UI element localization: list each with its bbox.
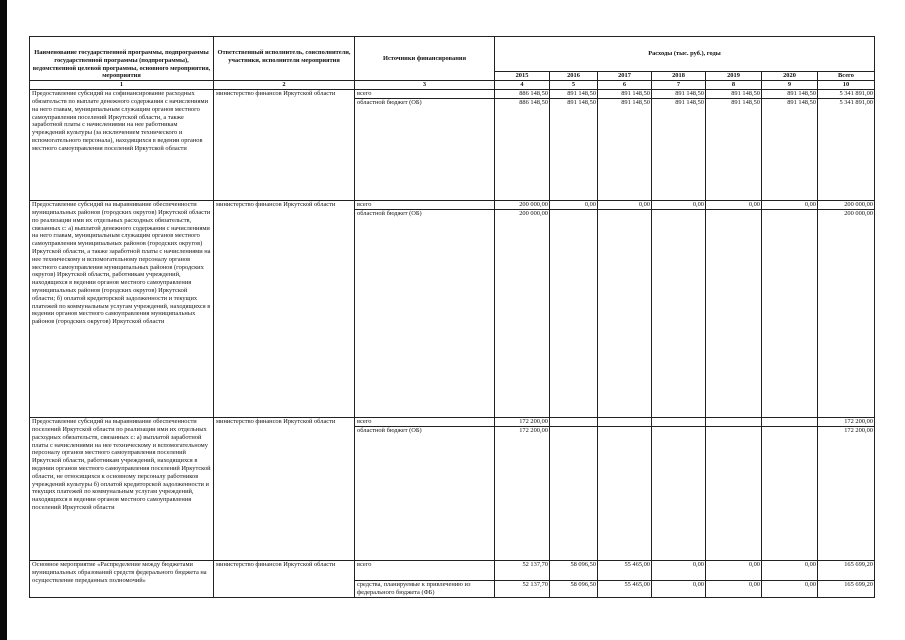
value-cell: 891 148,50: [762, 90, 818, 99]
value-cell: 200 000,00: [818, 210, 875, 418]
value-cell: [762, 210, 818, 418]
value-cell: 172 200,00: [495, 427, 550, 561]
year-2018: 2018: [652, 71, 706, 81]
source-cell: всего: [355, 90, 495, 99]
value-cell: [762, 427, 818, 561]
value-cell: 891 148,50: [550, 90, 598, 99]
value-cell: [762, 418, 818, 427]
source-cell: областной бюджет (ОБ): [355, 427, 495, 561]
value-cell: 5 341 891,00: [818, 90, 875, 99]
section-description: Основное мероприятие «Распределение между бюджетами муниципальных образований средств федерального бюджета на осуществление переданных полномочий»: [30, 561, 214, 598]
value-cell: [706, 210, 762, 418]
value-cell: 55 465,00: [598, 581, 652, 598]
value-cell: 0,00: [762, 561, 818, 581]
header-executor: Ответственный исполнитель, соисполнители, участники, исполнители мероприятия: [214, 37, 355, 81]
value-cell: [598, 418, 652, 427]
value-cell: [550, 210, 598, 418]
value-cell: 891 148,50: [762, 99, 818, 201]
source-cell: всего: [355, 418, 495, 427]
value-cell: 891 148,50: [598, 99, 652, 201]
value-cell: 172 200,00: [495, 418, 550, 427]
value-cell: 200 000,00: [818, 201, 875, 210]
col-number: 5: [550, 81, 598, 90]
value-cell: 0,00: [706, 561, 762, 581]
value-cell: 0,00: [598, 201, 652, 210]
header-source: Источники финансирования: [355, 37, 495, 81]
section-description: Предоставление субсидий на выравнивание обеспеченности муниципальных районов (городских округов) Иркутской области по реализации ими их отдельных расходных обязательств, связанных с: а) выплатой денежного содержания с начислениями на него главам, муниципальным служащим органов местного самоуправления муниципальных районов (городских округов) Иркутской области, а также заработной платы с начислениями на нее техническому и вспомогательному персоналу органов местного самоуправления муниципальных районов (городских округов) Иркутской области, работникам учреждений, находящихся в ведении органов местного самоуправления муниципальных районов (городских округов) Иркутской области; б) оплатой кредиторской задолженности и текущих платежей по коммунальным услугам учреждений, находящихся в ведении органов местного самоуправления муниципальных районов (городских округов) Иркутской области: [30, 201, 214, 418]
value-cell: 0,00: [762, 201, 818, 210]
value-cell: 0,00: [550, 201, 598, 210]
value-cell: [706, 418, 762, 427]
col-number: 1: [30, 81, 214, 90]
value-cell: [706, 427, 762, 561]
section-executor: министерство финансов Иркутской области: [214, 201, 355, 418]
value-cell: [652, 427, 706, 561]
col-number: 8: [706, 81, 762, 90]
value-cell: 0,00: [706, 201, 762, 210]
col-number: 2: [214, 81, 355, 90]
col-number: 9: [762, 81, 818, 90]
col-number: 3: [355, 81, 495, 90]
year-2020: 2020: [762, 71, 818, 81]
year-2015: 2015: [495, 71, 550, 81]
budget-table: [29, 36, 875, 598]
source-cell: областной бюджет (ОБ): [355, 99, 495, 201]
section-description: Предоставление субсидий на выравнивание обеспеченности поселений Иркутской области по реализации ими их отдельных расходных обязательств, связанных с: а) выплатой заработной платы с начислениями на нее техническому и вспомогательному персоналу органов местного самоуправления поселений Иркутской области, работникам учреждений, находящихся в ведении органов местного самоуправления поселений Иркутской области, не относящихся к основному персоналу работников учреждений культуры б) оплатой кредиторской задолженности и текущих платежей по коммунальным услугам учреждений, находящихся в ведении органов местного самоуправления поселений Иркутской области: [30, 418, 214, 561]
year-2016: 2016: [550, 71, 598, 81]
year-2017: 2017: [598, 71, 652, 81]
value-cell: [598, 210, 652, 418]
value-cell: 0,00: [652, 581, 706, 598]
value-cell: 886 148,50: [495, 90, 550, 99]
scan-edge-bar: [0, 0, 7, 640]
col-number: 10: [818, 81, 875, 90]
value-cell: 0,00: [762, 581, 818, 598]
value-cell: 891 148,50: [652, 99, 706, 201]
value-cell: 0,00: [706, 581, 762, 598]
value-cell: 0,00: [652, 561, 706, 581]
section-description: Предоставление субсидий на софинансирование расходных обязательств по выплате денежного содержания с начислениями на него главам, муниципальным служащим органов местного самоуправления поселений Иркутской области, а также заработной платы с начислениями на нее работникам учреждений культуры (за исключением технического и вспомогательного персонала), находящихся в ведении органов местного самоуправления поселений Иркутской области: [30, 90, 214, 201]
header-expenses: Расходы (тыс. руб.), годы: [495, 37, 875, 72]
value-cell: 172 200,00: [818, 427, 875, 561]
section-executor: министерство финансов Иркутской области: [214, 561, 355, 598]
col-number: 7: [652, 81, 706, 90]
value-cell: 891 148,50: [598, 90, 652, 99]
source-cell: областной бюджет (ОБ): [355, 210, 495, 418]
value-cell: 891 148,50: [550, 99, 598, 201]
section-executor: министерство финансов Иркутской области: [214, 90, 355, 201]
value-cell: 165 699,20: [818, 561, 875, 581]
source-cell: всего: [355, 201, 495, 210]
value-cell: 52 137,70: [495, 581, 550, 598]
col-number: 4: [495, 81, 550, 90]
value-cell: 886 148,50: [495, 99, 550, 201]
source-cell: средства, планируемые к привлечению из федерального бюджета (ФБ): [355, 581, 495, 598]
value-cell: 172 200,00: [818, 418, 875, 427]
value-cell: 165 699,20: [818, 581, 875, 598]
value-cell: [550, 427, 598, 561]
value-cell: [652, 210, 706, 418]
section-executor: министерство финансов Иркутской области: [214, 418, 355, 561]
value-cell: [598, 427, 652, 561]
year-2019: 2019: [706, 71, 762, 81]
value-cell: [652, 418, 706, 427]
value-cell: 200 000,00: [495, 201, 550, 210]
source-cell: всего: [355, 561, 495, 581]
year-total: Всего: [818, 71, 875, 81]
value-cell: 891 148,50: [706, 99, 762, 201]
value-cell: 200 000,00: [495, 210, 550, 418]
value-cell: 891 148,50: [706, 90, 762, 99]
value-cell: 52 137,70: [495, 561, 550, 581]
value-cell: 5 341 891,00: [818, 99, 875, 201]
value-cell: 891 148,50: [652, 90, 706, 99]
value-cell: 0,00: [652, 201, 706, 210]
value-cell: 58 096,50: [550, 561, 598, 581]
col-number: 6: [598, 81, 652, 90]
value-cell: 58 096,50: [550, 581, 598, 598]
value-cell: 55 465,00: [598, 561, 652, 581]
value-cell: [550, 418, 598, 427]
header-program: Наименование государственной программы, подпрограммы государственной программы (подпрограммы), ведомственной целевой программы, основного мероприятия, мероприятия: [30, 37, 214, 81]
